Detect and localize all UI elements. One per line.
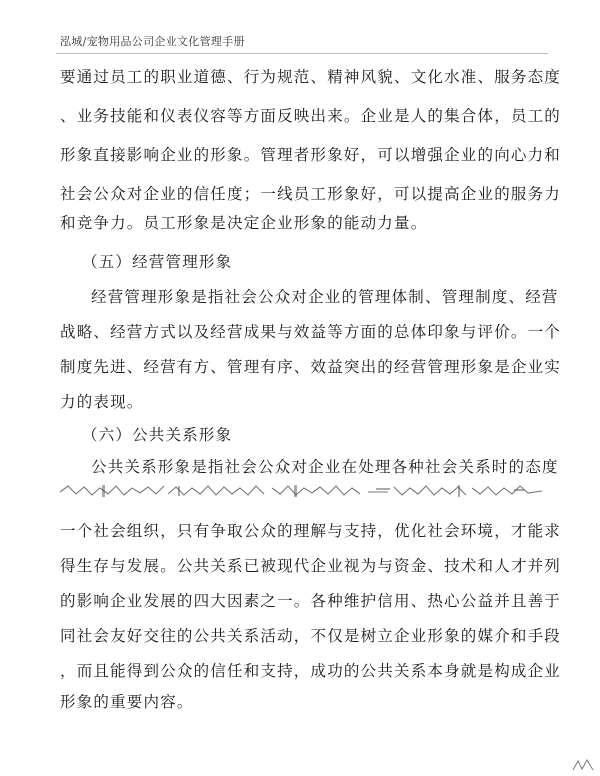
body-line: 社会公众对企业的信任度；一线员工形象好，可以提高企业的服务力 [60,185,562,203]
body-line: ，而且能得到公众的信任和支持，成功的公共关系本身就是构成企业 [60,662,562,680]
body-line: 一个社会组织，只有争取公众的理解与支持，优化社会环境，才能求 [60,522,562,540]
body-line: 经营管理形象是指社会公众对企业的管理体制、管理制度、经营 [91,288,559,306]
body-line: 得生存与发展。公共关系已被现代企业视为与资金、技术和人才并列 [60,557,562,575]
running-header: 泓城/宠物用品公司企业文化管理手册 [60,35,245,48]
corner-scan-mark [572,758,594,772]
section-heading-5: （五）经营管理形象 [82,253,233,271]
scan-artifact [58,482,544,500]
body-line: 公共关系形象是指社会公众对企业在处理各种社会关系时的态度 [91,458,559,476]
header-rule [56,53,548,54]
body-line: 力的表现。 [60,393,144,411]
body-line: 战略、经营方式以及经营成果与效益等方面的总体印象与评价。一个 [60,323,562,341]
body-line: 形象的重要内容。 [60,693,194,711]
section-heading-6: （六）公共关系形象 [82,426,233,444]
body-line: 要通过员工的职业道德、行为规范、精神风貌、文化水准、服务态度 [60,68,562,86]
body-line: 制度先进、经营有方、管理有序、效益突出的经营管理形象是企业实 [60,358,562,376]
body-line: 形象直接影响企业的形象。管理者形象好，可以增强企业的向心力和 [60,146,562,164]
body-line: 同社会友好交往的公共关系活动，不仅是树立企业形象的媒介和手段 [60,627,562,645]
body-line: 的影响企业发展的四大因素之一。各种维护信用、热心公益并且善于 [60,592,562,610]
body-line: 、业务技能和仪表仪容等方面反映出来。企业是人的集合体，员工的 [60,107,562,125]
body-line: 和竞争力。员工形象是决定企业形象的能动力量。 [60,214,428,232]
